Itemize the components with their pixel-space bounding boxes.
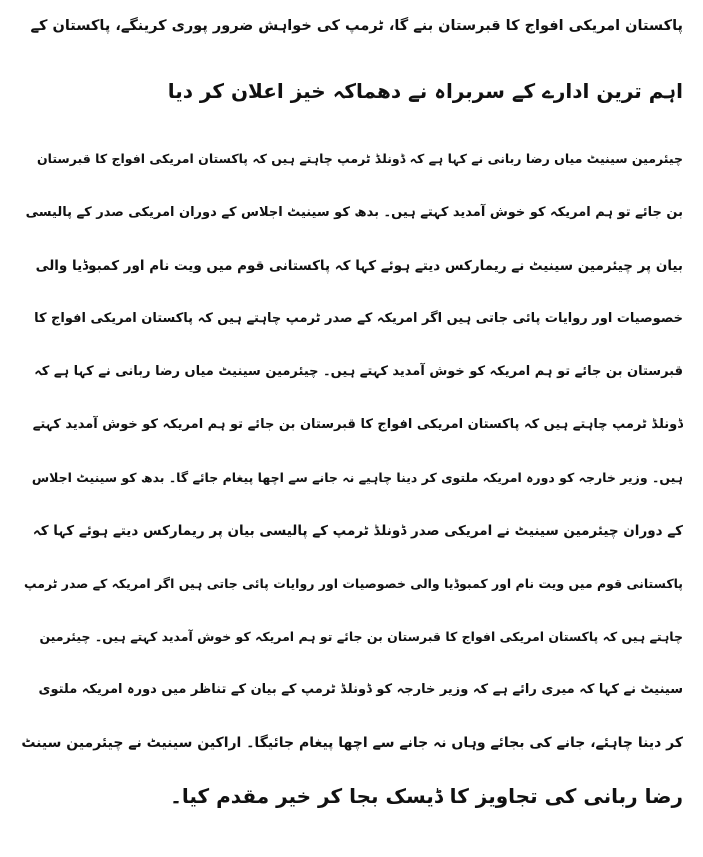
body-line: قبرستان بن جائے تو ہم امریکہ کو خوش آمدید کہتے ہیں۔ چیئرمین سینیٹ میاں رضا ربانی نے کہا ہے کہ [34, 364, 683, 379]
body-line: ڈونلڈ ٹرمپ چاہتے ہیں کہ پاکستان امریکی افواج کا قبرستان بن جائے تو ہم امریکہ کو خوش آمدید کہتے [32, 417, 683, 432]
headline-line: پاکستان امریکی افواج کا قبرستان بنے گا، ٹرمپ کی خواہش ضرور پوری کرینگے، پاکستان کے [30, 18, 683, 34]
body-line: پاکستانی قوم میں ویت نام اور کمبوڈیا والی خصوصیات اور روایات پائی جاتی ہیں اگر امریکہ کے صدر ٹرمپ [24, 576, 683, 591]
headline-line: اہم ترین ادارے کے سربراہ نے دھماکہ خیز اعلان کر دیا [167, 79, 683, 103]
body-line: بیان پر چیئرمین سینیٹ نے ریمارکس دیتے ہوئے کہا کہ پاکستانی قوم میں ویت نام اور کمبوڈیا والی [35, 258, 683, 274]
body-line: سینیٹ نے کہا کہ میری رائے ہے کہ وزیر خارجہ کو ڈونلڈ ٹرمپ کے بیان کے تناظر میں دورہ امریکہ ملتوی [38, 682, 683, 697]
body-line: بن جائے تو ہم امریکہ کو خوش آمدید کہتے ہیں۔ بدھ کو سینیٹ اجلاس کے دوران امریکی صدر کے پالیسی [25, 205, 683, 220]
body-line: رضا ربانی کی تجاویز کا ڈیسک بجا کر خیر مقدم کیا۔ [170, 784, 683, 808]
body-line: کر دینا چاہئے، جانے کی بجائے وہاں نہ جانے سے اچھا پیغام جائیگا۔ اراکین سینیٹ نے چیئرمین سینٹ [21, 735, 683, 751]
body-line: کے دوران چیئرمین سینیٹ نے امریکی صدر ڈونلڈ ٹرمپ کے پالیسی بیان پر ریمارکس دیتے ہوئے کہا کہ [32, 523, 683, 539]
body-line: خصوصیات اور روایات پائی جاتی ہیں اگر امریکہ کے صدر ٹرمپ چاہتے ہیں کہ پاکستان امریکی افواج کا [34, 311, 683, 326]
body-line: چیئرمین سینیٹ میاں رضا ربانی نے کہا ہے کہ ڈونلڈ ٹرمپ چاہتے ہیں کہ پاکستان امریکی افواج کا قبرستان [36, 151, 683, 166]
body-line: ہیں۔ وزیر خارجہ کو دورہ امریکہ ملتوی کر دینا چاہیے نہ جانے سے اچھا پیغام جائے گا۔ بدھ کو سینیٹ اجلاس [31, 470, 683, 485]
body-line: چاہتے ہیں کہ پاکستان امریکی افواج کا قبرستان بن جائے تو ہم امریکہ کو خوش آمدید کہتے ہیں۔ چیئرمین [39, 629, 683, 644]
